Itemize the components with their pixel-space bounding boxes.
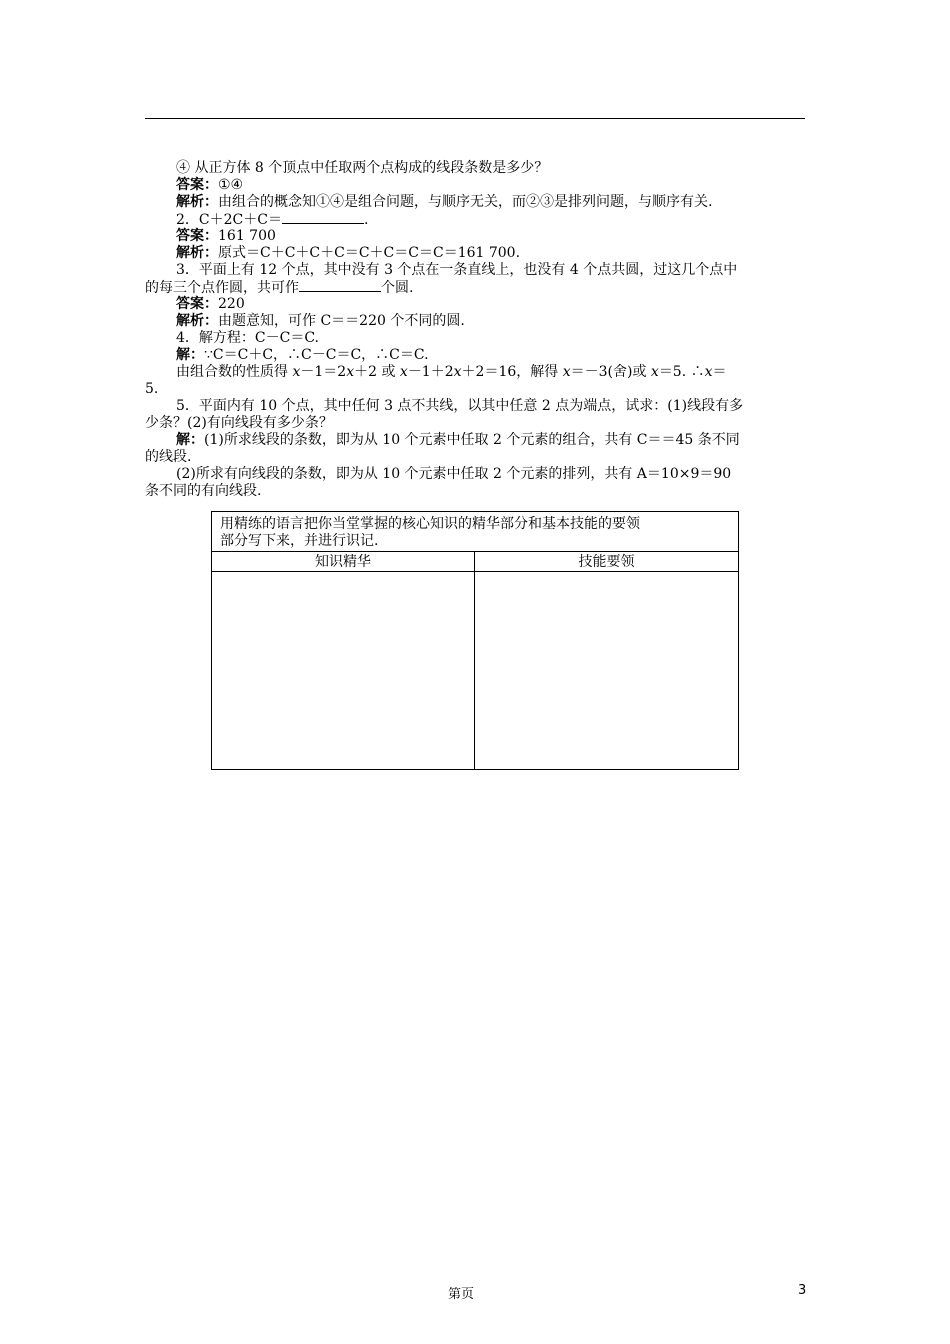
solution-4-line-1: 解：∵C＝C＋C，∴C－C＝C，∴C＝C. (176, 347, 429, 363)
question-5-line-1: 5．平面内有 10 个点，其中任何 3 点不共线，以其中任意 2 点为端点，试求：(1)线段有多 (176, 398, 744, 414)
answer-2: 答案：161 700 (176, 228, 276, 244)
question-1-item-4: ④ 从正方体 8 个顶点中任取两个点构成的线段条数是多少？ (176, 160, 549, 176)
answer-blank (282, 211, 364, 224)
question-2: 2．C＋2C＋C＝ . (176, 212, 369, 228)
answer-blank (299, 279, 381, 292)
skills-notes-cell[interactable] (475, 572, 738, 769)
summary-instructions-line-2: 部分写下来，并进行识记. (220, 533, 379, 549)
column-header-knowledge: 知识精华 (212, 552, 475, 572)
footer-page-number: 3 (798, 1283, 807, 1298)
question-4: 4．解方程：C－C＝C. (176, 330, 319, 346)
answer-1: 答案：①④ (176, 177, 244, 193)
summary-table (211, 511, 739, 770)
solution-4-line-2: 由组合数的性质得 x－1＝2x＋2 或 x－1＋2x＋2＝16，解得 x＝－3(舍)或 x＝5. ∴x＝ (176, 364, 727, 380)
summary-instructions-line-1: 用精练的语言把你当堂掌握的核心知识的精华部分和基本技能的要领 (220, 516, 640, 532)
analysis-3: 解析：由题意知，可作 C＝＝220 个不同的圆. (176, 313, 465, 329)
analysis-2: 解析：原式＝C＋C＋C＋C＝C＋C＝C＝C＝161 700. (176, 245, 521, 261)
knowledge-notes-cell[interactable] (212, 572, 475, 769)
question-5-line-2: 少条？(2)有向线段有多少条？ (145, 415, 333, 431)
solution-5-line-4: 条不同的有向线段. (145, 483, 262, 499)
question-3-line-1: 3．平面上有 12 个点，其中没有 3 个点在一条直线上，也没有 4 个点共圆，过这几个点中 (176, 262, 738, 278)
solution-5-line-3: (2)所求有向线段的条数，即为从 10 个元素中任取 2 个元素的排列，共有 A＝10×9＝90 (176, 466, 732, 482)
solution-5-line-1: 解：(1)所求线段的条数，即为从 10 个元素中任取 2 个元素的组合，共有 C＝＝45 条不同 (176, 432, 740, 448)
footer-page-label: 第页 (448, 1287, 475, 1302)
question-3-line-2: 的每三个点作圆，共可作 个圆. (145, 280, 414, 296)
solution-4-line-3: 5. (145, 381, 159, 397)
analysis-1: 解析：由组合的概念知①④是组合问题，与顺序无关，而②③是排列问题，与顺序有关. (176, 194, 713, 210)
header-rule (145, 118, 805, 119)
summary-instructions (212, 512, 738, 552)
answer-3: 答案：220 (176, 296, 245, 312)
column-header-skills: 技能要领 (475, 552, 738, 572)
solution-5-line-2: 的线段. (145, 449, 192, 465)
